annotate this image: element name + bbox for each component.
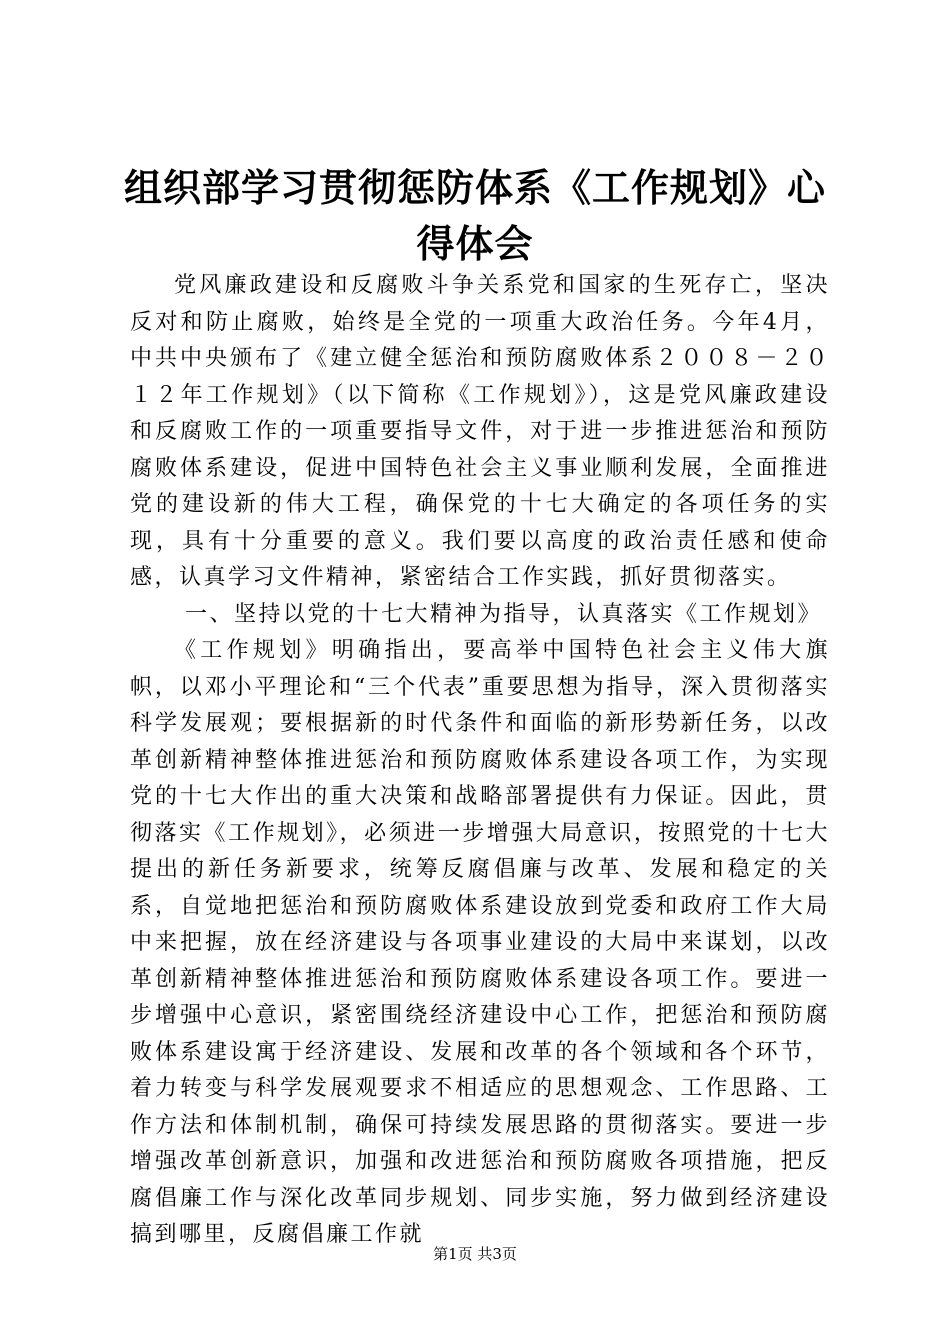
- document-title: 组织部学习贯彻惩防体系《工作规划》心得体会: [123, 166, 826, 266]
- paragraph-section-1: 《工作规划》明确指出，要高举中国特色社会主义伟大旗帜，以邓小平理论和“三个代表”重要思想为指导，深入贯彻落实科学发展观；要根据新的时代条件和面临的新形势新任务，以改革创新精神整体推进惩治和预防腐败体系建设各项工作，为实现党的十七大作出的重大决策和战略部署提供有力保证。因此，贯彻落实《工作规划》，必须进一步增强大局意识，按照党的十七大提出的新任务新要求，统筹反腐倡廉与改革、发展和稳定的关系，自觉地把惩治和预防腐败体系建设放到党委和政府工作大局中来把握，放在经济建设与各项事业建设的大局中来谋划，以改革创新精神整体推进惩治和预防腐败体系建设各项工作。要进一步增强中心意识，紧密围绕经济建设中心工作，把惩治和预防腐败体系建设寓于经济建设、发展和改革的各个领域和各个环节，着力转变与科学发展观要求不相适应的思想观念、工作思路、工作方法和体制机制，确保可持续发展思路的贯彻落实。要进一步增强改革创新意识，加强和改进惩治和预防腐败各项措施，把反腐倡廉工作与深化改革同步规划、同步实施，努力做到经济建设搞到哪里，反腐倡廉工作就: [130, 638, 830, 1247]
- document-body: [130, 268, 830, 1254]
- page-number: 第1页 共3页: [433, 1245, 517, 1263]
- page-footer: [0, 1244, 950, 1264]
- section-heading-1: 一、坚持以党的十七大精神为指导，认真落实《工作规划》: [185, 601, 823, 627]
- paragraph-intro: 党风廉政建设和反腐败斗争关系党和国家的生死存亡，坚决反对和防止腐败，始终是全党的一项重大政治任务。今年4月，中共中央颁布了《建立健全惩治和预防腐败体系２００８－２０１２年工作规划》（以下简称《工作规划》），这是党风廉政建设和反腐败工作的一项重要指导文件，对于进一步推进惩治和预防腐败体系建设，促进中国特色社会主义事业顺利发展，全面推进党的建设新的伟大工程，确保党的十七大确定的各项任务的实现，具有十分重要的意义。我们要以高度的政治责任感和使命感，认真学习文件精神，紧密结合工作实践，抓好贯彻落实。: [130, 273, 830, 590]
